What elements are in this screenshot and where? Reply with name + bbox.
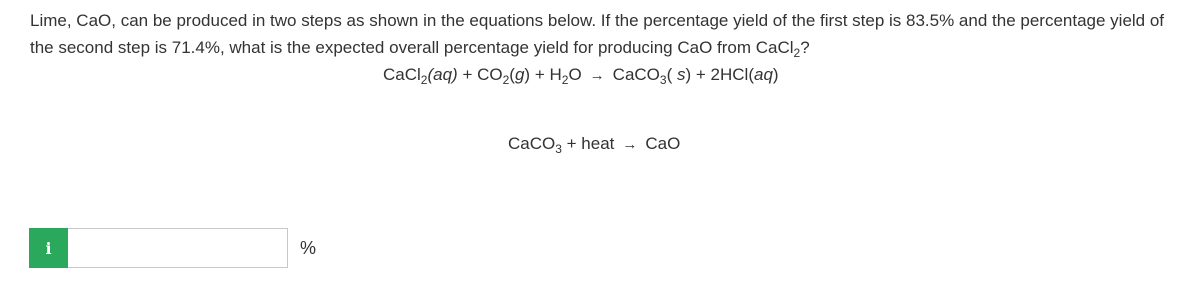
question-text: Lime, CaO, can be produced in two steps as shown in the equations below. If the percentage yield of the first step is 83.5% and the percentage yield of the second step is 71.4%, what is the expected overall percentage yield for producing CaO from CaCl$_2$? <box>30 11 1165 60</box>
reaction-arrow-icon: → <box>589 67 605 84</box>
info-icon[interactable]: i <box>29 228 68 268</box>
answer-row <box>29 228 316 268</box>
unit-label: % <box>300 237 317 258</box>
answer-input[interactable] <box>68 228 288 268</box>
reaction-arrow-icon: → <box>622 136 638 153</box>
equation-step-1: CaCl$_2$(aq) + $CO_2(g) + H_2O$ → CaCO$_3$( s) + 2HCl(aq) <box>383 65 779 87</box>
equation-step-2: CaCO$_3$ + heat → CaO <box>508 134 681 156</box>
